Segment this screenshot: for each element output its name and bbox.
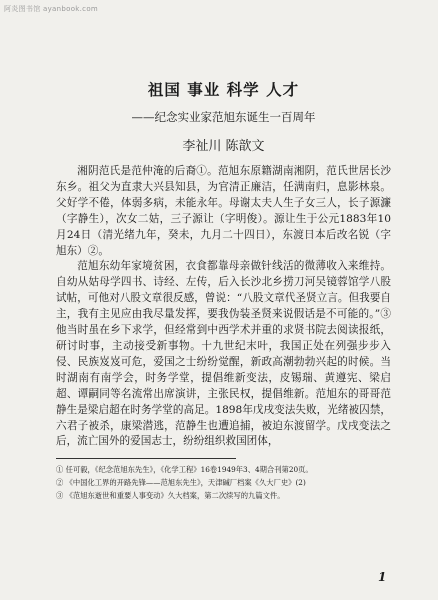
watermark-text: 阿炎图书馆 ayanbook.com — [4, 5, 99, 13]
footnote: ② 《中国化工界的开路先锋——范旭东先生》，天津碱厂档案《久大厂史》(2) — [56, 478, 306, 488]
paragraph: 湘阴范氏是范仲淹的后裔①。范旭东原籍湖南湘阴，范氏世居长沙东乡。祖父为直隶大兴县知县，为官清正廉洁，任满南归，息影林泉。父好学不倦，体弱多病，未能永年。母谢太夫人生子女三人，长子源濂（字静生），次女二姑，三子源让（字明俊）。源让生于公元1883年10月24日（清光绪九年，癸未，九月二十四日），东渡日本后改名锐（字旭东）②。 — [56, 165, 391, 257]
footnote-divider — [56, 458, 236, 459]
article-body — [56, 164, 391, 450]
footnote: ① 任可毅，《纪念范旭东先生》，《化学工程》16卷1949年3、4期合刊第20页。 — [56, 465, 313, 475]
article-subtitle: ——纪念实业家范旭东诞生一百周年 — [131, 110, 316, 124]
article-title: 祖国 事业 科学 人才 — [147, 80, 300, 99]
document-page — [56, 78, 391, 502]
paragraph: 范旭东幼年家境贫困，衣食都靠母亲做针线活的微薄收入来维持。自幼从姑母学四书、诗经、左传，后入长沙北乡捞刀河吴镜蓉馆学八股试帖，可他对八股文章很反感，曾说：“八股文章代圣贤立言。但我要自主，我有主见应由我尽量发挥，要我伪装圣贤来说假话是不可能的。”③他当时虽在乡下求学，但经常到中西学术并重的求贤书院去阅读报纸，研讨时事，主动接受新事物。十九世纪末叶，我国正处在列强步步入侵、民族岌岌可危，爱国之士纷纷觉醒，新政高潮勃勃兴起的时候。当时湖南有南学会，时务学堂，提倡维新变法，皮锡瑞、黄遵宪、梁启超、谭嗣同等名流常出席演讲，主张民权，提倡维新。范旭东的哥哥范静生是梁启超在时务学堂的高足。1898年戊戌变法失败，光绪被囚禁，六君子被杀，康梁潜逃，范静生也遭追捕，被迫东渡留学。戊戌变法之后，流亡国外的爱国志士，纷纷组织救国团体， — [56, 260, 391, 448]
footnote: ③ 《范旭东逝世和重要人事变动》久大档案，第二次续写的九篇文件。 — [56, 491, 285, 501]
article-authors: 李祉川 陈歆文 — [182, 139, 265, 154]
page-number: 1 — [378, 570, 387, 584]
footnotes — [56, 463, 391, 502]
